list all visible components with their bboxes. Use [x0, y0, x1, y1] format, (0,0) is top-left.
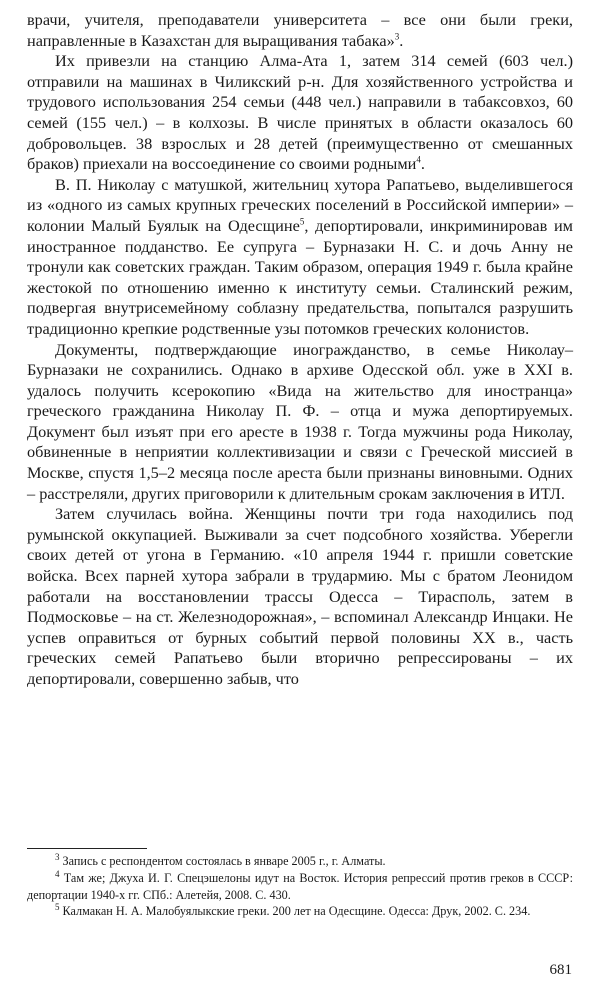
- footnote-number: 4: [55, 868, 60, 879]
- paragraph-1-text: врачи, учителя, преподаватели университета – все они были греки, направленные в Казахстан для выращивания табака»: [27, 10, 573, 50]
- paragraph-2: [27, 51, 573, 175]
- paragraph-4: Документы, подтверждающие иногражданство, в семье Николау–Бурназаки не сохранились. Однако в архиве Одесской обл. уже в XXI в. удалось получить ксерокопию «Вида на жительство для иностранца» греческого гражданина Николау П. Ф. – отца и мужа депортируемых. Документ был изъят при его аресте в 1938 г. Тогда мужчины рода Николау, обвиненные в неприятии коллективизации и связи с Греческой миссией в Москве, спустя 1,5–2 месяца после ареста были признаны виновными. Одних – расстреляли, других приговорили к длительным срокам заключения в ИТЛ.: [27, 339, 573, 503]
- paragraph-5: Затем случилась война. Женщины почти три года находились под румынской оккупацией. Выживали за счет подсобного хозяйства. Уберегли своих детей от угона в Германию. «10 апреля 1944 г. пришли советские войска. Всех парней хутора забрали в трудармию. Мы с братом Леонидом работали на восстановлении трассы Одесса – Тирасполь, затем в Подмосковье – на ст. Железнодорожная», – вспоминал Александр Инцаки. Не успев оправиться от бурных событий первой половины XX в., часть греческих семей Рапатьево были вторично репрессированы – их депортировали, совершенно забыв, что: [27, 504, 573, 688]
- footnote-5: [27, 903, 573, 920]
- paragraph-3-text-b: , депортировали, инкриминировав им иностранное подданство. Ее супруга – Бурназаки Н. С. и дочь Анну не тронули как советских граждан. Таким образом, операция 1949 г. была крайне жестокой по отношению именно к институту семьи. Сталинский режим, подвергая внутрисемейному соблазну предательства, попытался разрушить традиционно крепкие родственные узы потомков греческих колонистов.: [27, 215, 573, 338]
- footnote-text: Там же; Джуха И. Г. Спецэшелоны идут на Восток. История репрессий против греков в СССР: депортации 1940-х гг. СПб.: Алетейя, 2008. С. 430.: [27, 870, 574, 902]
- paragraph-2-end: .: [420, 154, 425, 174]
- footnote-ref-5: 5: [299, 216, 305, 227]
- paragraph-3: [27, 175, 573, 340]
- footnote-divider: [27, 848, 147, 849]
- footnote-text: Запись с респондентом состоялась в январе 2005 г., г. Алматы.: [62, 854, 386, 868]
- footnote-4: [27, 870, 573, 904]
- footnote-text: Калмакан Н. А. Малобуялыкские греки. 200 лет на Одесщине. Одесса: Друк, 2002. С. 234.: [62, 904, 531, 919]
- footnotes: [27, 853, 573, 920]
- footnote-3: [27, 853, 573, 870]
- paragraph-3-text-a: В. П. Николау с матушкой, жительниц хутора Рапатьево, выделившегося из «одного из самых крупных греческих поселений в Российской империи» – колонии Малый Буялык на Одесщине: [27, 174, 573, 235]
- paragraph-1: [27, 10, 573, 51]
- footnote-ref-3: 3: [394, 31, 400, 42]
- footnote-ref-4: 4: [416, 154, 421, 165]
- footnote-number: 5: [55, 902, 60, 913]
- paragraph-1-end: .: [399, 30, 404, 50]
- main-text: [27, 10, 573, 690]
- page-number: 681: [549, 962, 572, 978]
- paragraph-2-text: Их привезли на станцию Алма-Ата 1, затем 314 семей (603 чел.) отправили на машинах в Чиликский р-н. Для хозяйственного устройства и трудового использования 254 семьи (448 чел.) направили в табаксовхоз, 60 семей (155 чел.) – в колхозы. В числе принятых в области оказалось 60 добровольцев. 38 взрослых и 28 детей (преимущественно от смешанных браков) приехали на воссоединение со своими родными: [27, 51, 573, 174]
- footnote-number: 3: [55, 851, 60, 862]
